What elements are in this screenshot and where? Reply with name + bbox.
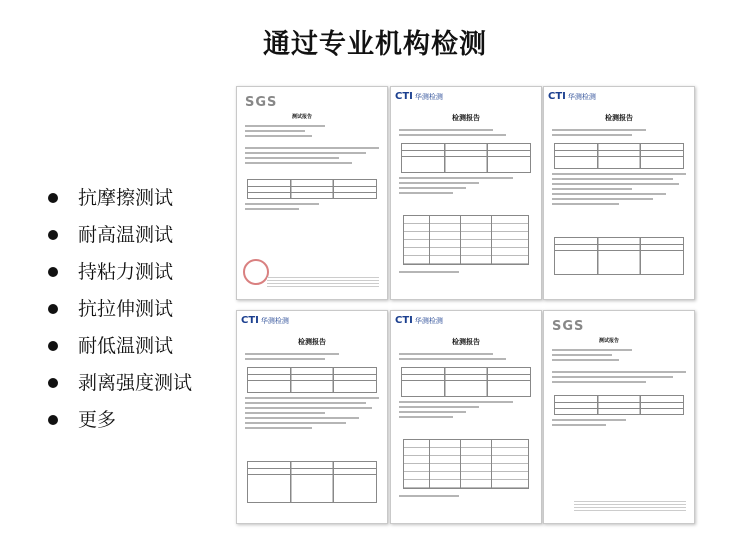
test-list	[48, 180, 192, 439]
report-text-lines	[245, 397, 379, 432]
report-title: 测试报告	[292, 114, 313, 120]
report-text-lines	[552, 371, 686, 386]
report-text-lines	[245, 147, 379, 167]
report-table	[554, 143, 684, 169]
report-text-lines	[552, 173, 686, 208]
bullet-icon	[48, 415, 58, 425]
report-text-lines	[245, 353, 379, 363]
test-label: 持粘力测试	[78, 261, 174, 283]
seal-icon	[243, 259, 269, 285]
sgs-logo: SGS	[245, 95, 278, 110]
test-label: 更多	[78, 409, 117, 431]
report-text-lines	[399, 177, 533, 197]
report-text-lines	[245, 125, 379, 140]
report-table	[401, 367, 531, 397]
list-item	[48, 217, 192, 254]
cti-logo: CTI 华测检测	[241, 315, 289, 326]
report-footer	[574, 501, 686, 513]
report-table	[403, 215, 529, 265]
report-table	[247, 179, 377, 199]
report-table	[401, 143, 531, 173]
test-label: 耐低温测试	[78, 335, 174, 357]
bullet-icon	[48, 304, 58, 314]
cti-logo: CTI 华测检测	[548, 91, 596, 102]
report-table	[403, 439, 529, 489]
list-item	[48, 328, 192, 365]
report-text-lines	[399, 129, 533, 139]
report-table	[247, 367, 377, 393]
cti-logo: CTI 华测检测	[395, 91, 443, 102]
report-title: 检测报告	[452, 114, 480, 122]
test-label: 剥离强度测试	[78, 372, 193, 394]
bullet-icon	[48, 341, 58, 351]
report-title: 检测报告	[452, 338, 480, 346]
bullet-icon	[48, 378, 58, 388]
report-title: 测试报告	[599, 338, 620, 344]
cti-logo: CTI 华测检测	[395, 315, 443, 326]
report-thumbnail-cti[interactable]	[390, 86, 542, 300]
test-label: 抗拉伸测试	[78, 298, 174, 320]
list-item	[48, 254, 192, 291]
report-text-lines	[399, 401, 533, 421]
report-text-lines	[552, 349, 686, 364]
report-text-lines	[399, 353, 533, 363]
report-text-lines	[245, 203, 379, 213]
report-text-lines	[552, 129, 686, 139]
list-item	[48, 365, 192, 402]
bullet-icon	[48, 267, 58, 277]
bullet-icon	[48, 193, 58, 203]
report-table	[554, 395, 684, 415]
report-text-lines	[399, 271, 533, 276]
report-thumbnail-cti[interactable]	[236, 310, 388, 524]
sgs-logo: SGS	[552, 319, 585, 334]
report-text-lines	[399, 495, 533, 500]
report-thumbnail-cti[interactable]	[543, 86, 695, 300]
list-item	[48, 291, 192, 328]
report-table	[554, 237, 684, 275]
report-thumbnail-sgs[interactable]	[543, 310, 695, 524]
report-title: 检测报告	[605, 114, 633, 122]
bullet-icon	[48, 230, 58, 240]
report-text-lines	[552, 419, 686, 429]
test-label: 抗摩擦测试	[78, 187, 174, 209]
list-item	[48, 402, 192, 439]
page-title: 通过专业机构检测	[263, 29, 487, 60]
report-thumbnail-sgs[interactable]	[236, 86, 388, 300]
report-thumbnail-cti[interactable]	[390, 310, 542, 524]
list-item	[48, 180, 192, 217]
report-table	[247, 461, 377, 503]
report-footer	[267, 277, 379, 289]
report-title: 检测报告	[298, 338, 326, 346]
test-label: 耐高温测试	[78, 224, 174, 246]
